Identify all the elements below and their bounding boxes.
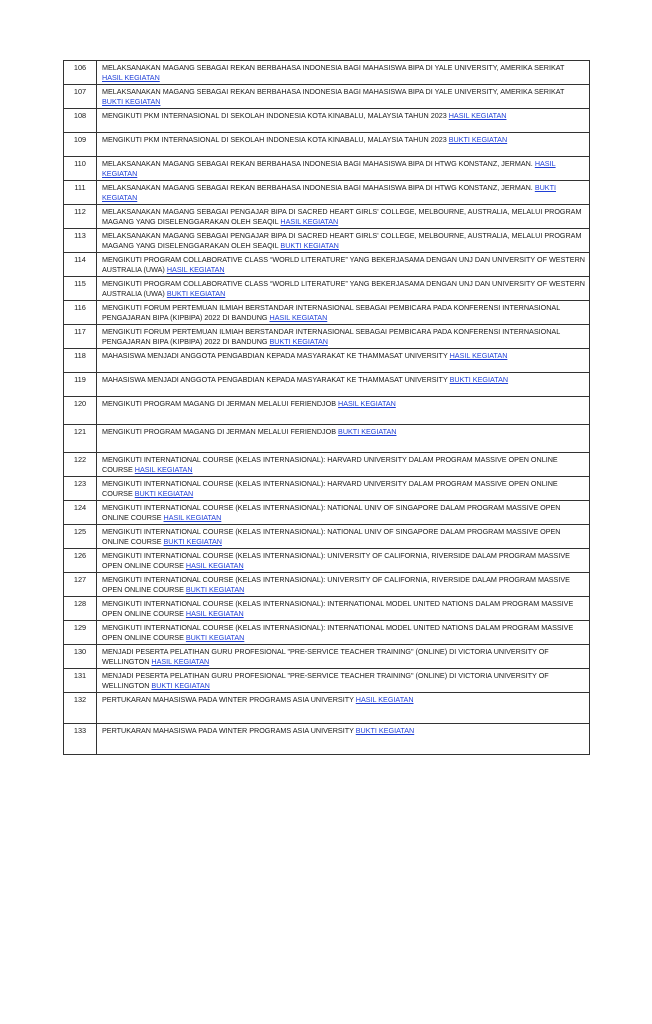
row-number: 120 [64,397,97,425]
row-description [97,157,590,181]
table-row [64,109,590,133]
row-link[interactable]: HASIL KEGIATAN [102,159,556,178]
row-text: MENGIKUTI INTERNATIONAL COURSE (KELAS INTERNASIONAL): NATIONAL UNIV OF SINGAPORE DALAM PROGRAM MASSIVE OPEN ONLINE COURSE [102,503,561,522]
row-number: 132 [64,693,97,724]
row-number: 130 [64,645,97,669]
row-link[interactable]: HASIL KEGIATAN [134,464,193,474]
row-description [97,181,590,205]
row-text: MELAKSANAKAN MAGANG SEBAGAI REKAN BERBAHASA INDONESIA BAGI MAHASISWA BIPA DI YALE UNIVERSITY, AMERIKA SERIKAT [102,87,565,96]
row-link[interactable]: BUKTI KEGIATAN [338,427,397,436]
table-row [64,724,590,755]
activity-table [63,60,590,755]
row-text: MENJADI PESERTA PELATIHAN GURU PROFESIONAL "PRE-SERVICE TEACHER TRAINING" (ONLINE) DI VICTORIA UNIVERSITY OF WELLINGTON [102,671,549,690]
table-row [64,525,590,549]
table-row [64,693,590,724]
table-row [64,349,590,373]
row-number: 124 [64,501,97,525]
row-text: MENGIKUTI PROGRAM COLLABORATIVE CLASS “WORLD LITERATURE” YANG BEKERJASAMA DENGAN UNJ DAN UNIVERSITY OF WESTERN AUSTRALIA (UWA) [102,279,585,298]
row-text: MENGIKUTI INTERNATIONAL COURSE (KELAS INTERNASIONAL): INTERNATIONAL MODEL UNITED NATIONS DALAM PROGRAM MASSIVE OPEN ONLINE COURSE [102,623,574,642]
row-text: MENGIKUTI INTERNATIONAL COURSE (KELAS INTERNASIONAL): NATIONAL UNIV OF SINGAPORE DALAM PROGRAM MASSIVE OPEN ONLINE COURSE [102,527,561,546]
row-text: MENGIKUTI PROGRAM MAGANG DI JERMAN MELALUI FERIENDJOB [102,399,337,408]
row-text: MENGIKUTI PROGRAM MAGANG DI JERMAN MELALUI FERIENDJOB [102,427,337,436]
row-number: 131 [64,669,97,693]
row-number: 123 [64,477,97,501]
row-link[interactable]: HASIL KEGIATAN [166,264,225,274]
row-link[interactable]: BUKTI KEGIATAN [449,375,509,384]
row-description [97,693,590,724]
row-description [97,85,590,109]
row-link[interactable]: HASIL KEGIATAN [338,399,396,408]
row-number: 106 [64,61,97,85]
row-link[interactable]: HASIL KEGIATAN [185,560,244,570]
row-text: MENGIKUTI FORUM PERTEMUAN ILMIAH BERSTANDAR INTERNASIONAL SEBAGAI PEMBICARA PADA KONFERENSI INTERNASIONAL PENGAJARAN BIPA (KIPBIPA) 2022 DI BANDUNG [102,303,560,322]
row-text: MENGIKUTI FORUM PERTEMUAN ILMIAH BERSTANDAR INTERNASIONAL SEBAGAI PEMBICARA PADA KONFERENSI INTERNASIONAL PENGAJARAN BIPA (KIPBIPA) 2022 DI BANDUNG [102,327,560,346]
row-description [97,109,590,133]
table-row [64,277,590,301]
row-link[interactable]: HASIL KEGIATAN [102,72,160,82]
row-description [97,549,590,573]
row-link[interactable]: BUKTI KEGIATAN [269,336,328,346]
row-number: 119 [64,373,97,397]
row-link[interactable]: BUKTI KEGIATAN [151,680,210,690]
row-description [97,229,590,253]
row-number: 108 [64,109,97,133]
table-row [64,373,590,397]
row-link[interactable]: BUKTI KEGIATAN [163,536,222,546]
row-link[interactable]: BUKTI KEGIATAN [185,584,245,594]
row-link[interactable]: BUKTI KEGIATAN [166,288,226,298]
table-row [64,501,590,525]
row-description [97,425,590,453]
table-row [64,133,590,157]
table-row [64,61,590,85]
table-row [64,325,590,349]
row-text: MENGIKUTI INTERNATIONAL COURSE (KELAS INTERNASIONAL): INTERNATIONAL MODEL UNITED NATIONS DALAM PROGRAM MASSIVE OPEN ONLINE COURSE [102,599,574,618]
row-text: MENGIKUTI PKM INTERNASIONAL DI SEKOLAH INDONESIA KOTA KINABALU, MALAYSIA TAHUN 2023 [102,111,447,120]
table-row [64,85,590,109]
row-description [97,501,590,525]
row-text: MAHASISWA MENJADI ANGGOTA PENGABDIAN KEPADA MASYARAKAT KE THAMMASAT UNIVERSITY [102,351,448,360]
table-row [64,157,590,181]
row-description [97,645,590,669]
table-row [64,253,590,277]
table-row [64,477,590,501]
row-link[interactable]: HASIL KEGIATAN [449,351,508,360]
row-number: 117 [64,325,97,349]
row-description [97,349,590,373]
row-number: 129 [64,621,97,645]
row-description [97,325,590,349]
row-text: PERTUKARAN MAHASISWA PADA WINTER PROGRAMS ASIA UNIVERSITY [102,726,354,735]
row-description [97,205,590,229]
row-number: 122 [64,453,97,477]
table-row [64,397,590,425]
row-text: MELAKSANAKAN MAGANG SEBAGAI PENGAJAR BIPA DI SACRED HEART GIRLS' COLLEGE, MELBOURNE, AUSTRALIA, MELALUI PROGRAM MAGANG YANG DISELENGGARAKAN OLEH SEAQIL [102,207,582,226]
row-text: MENJADI PESERTA PELATIHAN GURU PROFESIONAL "PRE-SERVICE TEACHER TRAINING" (ONLINE) DI VICTORIA UNIVERSITY OF WELLINGTON [102,647,549,666]
row-text: MAHASISWA MENJADI ANGGOTA PENGABDIAN KEPADA MASYARAKAT KE THAMMASAT UNIVERSITY [102,375,448,384]
row-number: 114 [64,253,97,277]
row-link[interactable]: HASIL KEGIATAN [269,312,328,322]
row-number: 113 [64,229,97,253]
row-link[interactable]: BUKTI KEGIATAN [102,183,556,202]
row-text: MELAKSANAKAN MAGANG SEBAGAI REKAN BERBAHASA INDONESIA BAGI MAHASISWA BIPA DI YALE UNIVERSITY, AMERIKA SERIKAT [102,63,565,72]
row-text: PERTUKARAN MAHASISWA PADA WINTER PROGRAMS ASIA UNIVERSITY [102,695,354,704]
row-number: 109 [64,133,97,157]
row-description [97,597,590,621]
row-description [97,453,590,477]
row-number: 116 [64,301,97,325]
row-link[interactable]: BUKTI KEGIATAN [134,488,194,498]
row-text: MENGIKUTI PKM INTERNASIONAL DI SEKOLAH INDONESIA KOTA KINABALU, MALAYSIA TAHUN 2023 [102,135,447,144]
row-number: 121 [64,425,97,453]
table-row [64,205,590,229]
row-text: MELAKSANAKAN MAGANG SEBAGAI REKAN BERBAHASA INDONESIA BAGI MAHASISWA BIPA DI HTWG KONSTANZ, JERMAN. [102,159,533,168]
row-link[interactable]: BUKTI KEGIATAN [185,632,245,642]
row-text: MENGIKUTI INTERNATIONAL COURSE (KELAS INTERNASIONAL): HARVARD UNIVERSITY DALAM PROGRAM MASSIVE OPEN ONLINE COURSE [102,455,558,474]
row-text: MELAKSANAKAN MAGANG SEBAGAI PENGAJAR BIPA DI SACRED HEART GIRLS' COLLEGE, MELBOURNE, AUSTRALIA, MELALUI PROGRAM MAGANG YANG DISELENGGARAKAN OLEH SEAQIL [102,231,582,250]
table-row [64,425,590,453]
row-number: 111 [64,181,97,205]
row-number: 125 [64,525,97,549]
table-row [64,181,590,205]
row-description [97,573,590,597]
row-description [97,301,590,325]
row-link[interactable]: HASIL KEGIATAN [355,695,414,704]
activity-table-body [64,61,590,755]
table-row [64,597,590,621]
row-number: 126 [64,549,97,573]
row-link[interactable]: BUKTI KEGIATAN [355,726,415,735]
row-number: 118 [64,349,97,373]
table-row [64,301,590,325]
row-link[interactable]: HASIL KEGIATAN [448,111,507,120]
row-link[interactable]: BUKTI KEGIATAN [102,96,161,106]
row-description [97,397,590,425]
row-number: 127 [64,573,97,597]
row-link[interactable]: BUKTI KEGIATAN [280,240,339,250]
row-text: MENGIKUTI INTERNATIONAL COURSE (KELAS INTERNASIONAL): UNIVERSITY OF CALIFORNIA, RIVERSIDE DALAM PROGRAM MASSIVE OPEN ONLINE COURSE [102,575,570,594]
row-description [97,477,590,501]
row-number: 107 [64,85,97,109]
row-link[interactable]: HASIL KEGIATAN [163,512,222,522]
table-row [64,229,590,253]
row-link[interactable]: HASIL KEGIATAN [185,608,244,618]
row-link[interactable]: HASIL KEGIATAN [280,216,339,226]
row-number: 128 [64,597,97,621]
row-number: 133 [64,724,97,755]
row-text: MENGIKUTI PROGRAM COLLABORATIVE CLASS “WORLD LITERATURE” YANG BEKERJASAMA DENGAN UNJ DAN UNIVERSITY OF WESTERN AUSTRALIA (UWA) [102,255,585,274]
row-text: MENGIKUTI INTERNATIONAL COURSE (KELAS INTERNASIONAL): HARVARD UNIVERSITY DALAM PROGRAM MASSIVE OPEN ONLINE COURSE [102,479,558,498]
table-row [64,621,590,645]
row-description [97,133,590,157]
row-description [97,277,590,301]
table-row [64,549,590,573]
table-row [64,573,590,597]
row-description [97,525,590,549]
row-number: 112 [64,205,97,229]
table-row [64,645,590,669]
row-description [97,61,590,85]
row-description [97,621,590,645]
row-text: MELAKSANAKAN MAGANG SEBAGAI REKAN BERBAHASA INDONESIA BAGI MAHASISWA BIPA DI HTWG KONSTANZ, JERMAN. [102,183,533,192]
row-description [97,669,590,693]
row-number: 110 [64,157,97,181]
row-link[interactable]: BUKTI KEGIATAN [448,135,508,144]
row-description [97,373,590,397]
row-number: 115 [64,277,97,301]
row-text: MENGIKUTI INTERNATIONAL COURSE (KELAS INTERNASIONAL): UNIVERSITY OF CALIFORNIA, RIVERSIDE DALAM PROGRAM MASSIVE OPEN ONLINE COURSE [102,551,570,570]
table-row [64,453,590,477]
row-description [97,724,590,755]
row-link[interactable]: HASIL KEGIATAN [151,656,210,666]
table-row [64,669,590,693]
row-description [97,253,590,277]
